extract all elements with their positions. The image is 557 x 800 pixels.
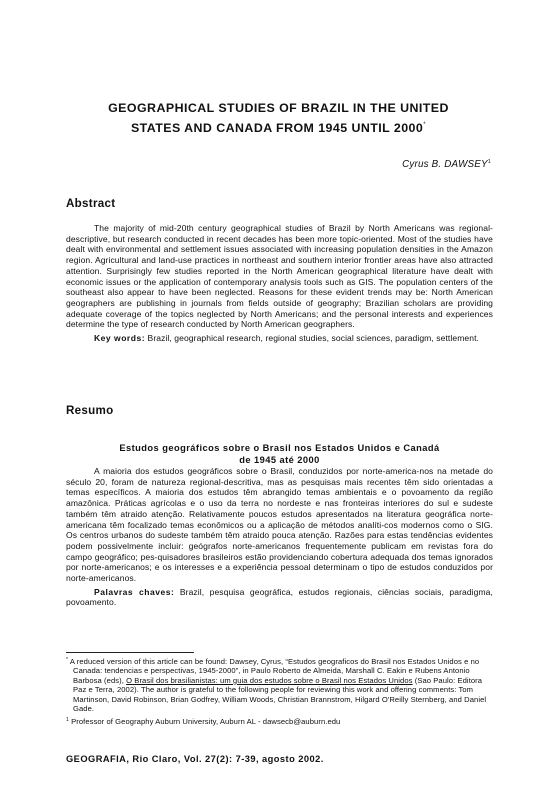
resumo-body	[66, 466, 493, 608]
resumo-title-line-2: de 1945 até 2000	[239, 454, 320, 465]
footnote-1-book-title: O Brasil dos brasilianistas: um guia dos estudos sobre o Brasil nos Estados Unidos	[126, 675, 413, 685]
palavras-chaves-label: Palavras chaves:	[94, 586, 175, 597]
abstract-paragraph: The majority of mid-20th century geographical studies of Brazil by North Americans was regional-descriptive, but research conducted in recent decades has been more topic-oriented. Most of the studies have dealt with environmental and settlement issues associated with increasing population densities in the Amazon region. Agricultural and land-use practices in northeast and southern interior frontier areas have also attracted attention. Surprisingly few studies reported in the North American geographical literature have dealt with economic issues or the application of contemporary analysis tools such as GIS. The population centers of the southeast also appear to have been neglected. Reasons for these evident trends may be: North American geographers are publishing in journals from fields outside of geography; Brazilian scholars are providing adequate coverage of the topics neglected by North Americans; and the personal interests and experiences determine the type of research conducted by North American geographers.	[66, 223, 493, 330]
abstract-keywords	[66, 333, 493, 344]
footnote-1-text-after: (Sao Paulo: Editora Paz e Terra, 2002). The author is grateful to the following people for reviewing this work and offering comments: Tom Martinson, David Robinson, Brian Godfrey, William Woods, Christian Brannstrom, Hilgard O'Reilly Sternberg, and Daniel Gade.	[73, 675, 487, 714]
title-line-2: STATES AND CANADA FROM 1945 UNTIL 2000	[130, 121, 424, 135]
keywords-text: Brazil, geographical research, regional studies, social sciences, paradigm, settlement.	[147, 333, 479, 344]
resumo-keywords	[66, 587, 493, 608]
footnote-1-mark: *	[66, 657, 69, 663]
resumo-paragraph: A maioria dos estudos geográficos sobre o Brasil, conduzidos por norte-america-nos na metade do século 20, foram de natureza regional-descritiva, mas as pesquisas mais recentes têm sido orientadas a temas específicos. A maioria dos estudos têm abrangido temas ambientais e o povoamento da região amazônica. Práticas agrícolas e o uso da terra no nordeste e nas fronteiras interiores do sul e sudeste também têm atraido atenção. Relativamente poucos estudos apresentados na literatura geográfica norte-americana têm focalizado temas econômicos ou a aplicação de métodos analíti-cos modernos como o SIG. Os centros urbanos do sudeste também têm atraido pouca atenção. Razões para estas tendências evidentes podem possivelmente incluir: geógrafos norte-americanos frequentemente publicam em revistas fora do campo geográfico; pes-quisadores brasileiros estão providenciando cobertura adequada dos temas ignorados por norte-americanos; e os interesses e a experiência pessoal determinam o tipo de estudos conduzidos por norte-americanos.	[66, 466, 493, 584]
keywords-label: Key words:	[94, 333, 146, 344]
footnote-2-mark: 1	[66, 717, 69, 724]
footnote-2-text: Professor of Geography Auburn University, Auburn AL - dawsecb@auburn.edu	[71, 717, 341, 727]
footnote-2	[66, 716, 493, 726]
resumo-title-line-1: Estudos geográficos sobre o Brasil nos Estados Unidos e Canadá	[119, 443, 440, 453]
footnote-divider	[66, 652, 194, 653]
resumo-title	[66, 443, 493, 466]
title-line-1: GEOGRAPHICAL STUDIES OF BRAZIL IN THE UNITED	[108, 101, 449, 115]
palavras-chaves-text: Brazil, pesquisa geográfica, estudos regionais, ciências sociais, paradigma, povoamento.	[66, 586, 493, 608]
article-title	[60, 100, 497, 137]
author-footnote-mark: 1	[487, 159, 491, 165]
author-line	[402, 159, 491, 170]
abstract-body	[66, 223, 493, 344]
footnote-1	[66, 656, 493, 713]
footnotes	[66, 656, 493, 730]
journal-citation: GEOGRAFIA, Rio Claro, Vol. 27(2): 7-39, agosto 2002.	[66, 754, 324, 764]
title-footnote-mark: *	[423, 122, 427, 128]
resumo-heading: Resumo	[66, 404, 114, 417]
author-name: Cyrus B. DAWSEY	[402, 159, 488, 170]
abstract-heading: Abstract	[66, 197, 116, 210]
footnote-1-text-before: A reduced version of this article can be found: Dawsey, Cyrus, “Estudos geograficos do Brasil nos Estados Unidos e no Canada: tendencias e perspectivas, 1945-2000”, in Paulo Roberto de Almeida, Marshall C. Eakin e Rubens Antonio Barbosa (eds),	[69, 657, 480, 685]
